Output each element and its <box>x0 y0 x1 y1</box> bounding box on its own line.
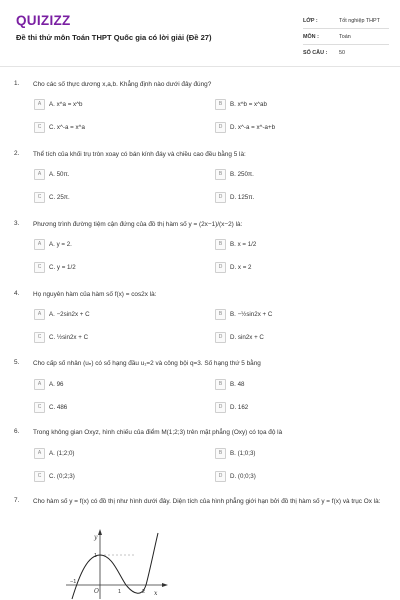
option-a[interactable] <box>34 378 63 390</box>
option-text: C. x^-a = x^a <box>49 123 85 131</box>
option-letter-box: A <box>34 309 45 320</box>
option-text: D. 162 <box>230 403 249 411</box>
option-text: C. 486 <box>49 403 68 411</box>
meta-value: Tốt nghiệp THPT <box>339 17 380 24</box>
option-b[interactable] <box>215 168 254 180</box>
option-b[interactable] <box>215 378 244 390</box>
y-axis-arrow <box>98 529 102 535</box>
document-title: Đề thi thử môn Toán THPT Quốc gia có lời giải (Đề 27) <box>16 33 212 42</box>
option-text: C. (0;2;3) <box>49 472 75 480</box>
option-letter-box: A <box>34 239 45 250</box>
option-letter-box: C <box>34 402 45 413</box>
option-c[interactable] <box>34 261 76 273</box>
meta-key: LỚP : <box>303 17 318 24</box>
option-c[interactable] <box>34 331 88 343</box>
x-axis-label: x <box>154 590 158 597</box>
question-number: 4. <box>14 290 20 297</box>
question-text: Họ nguyên hàm của hàm số f(x) = cos2x là: <box>33 291 157 298</box>
question-number: 2. <box>14 150 20 157</box>
option-text: B. 250π. <box>230 170 254 178</box>
meta-row-subject <box>303 29 389 45</box>
tick-label: 1 <box>118 589 122 595</box>
function-graph <box>60 525 170 600</box>
option-a[interactable] <box>34 98 83 110</box>
option-c[interactable] <box>34 191 70 203</box>
quizizz-logo: QUIZIZZ <box>16 13 71 28</box>
option-text: A. y = 2. <box>49 240 72 248</box>
option-letter-box: B <box>215 99 226 110</box>
question-text: Phương trình đường tiệm cận đứng của đồ thị hàm số y = (2x−1)/(x−2) là: <box>33 221 243 228</box>
option-a[interactable] <box>34 168 69 180</box>
option-letter-box: C <box>34 192 45 203</box>
option-letter-box: B <box>215 169 226 180</box>
tick-label: 2 <box>142 589 146 595</box>
function-curve <box>72 533 158 599</box>
option-letter-box: D <box>215 471 226 482</box>
meta-row-count <box>303 45 389 60</box>
option-letter-box: B <box>215 448 226 459</box>
option-letter-box: A <box>34 379 45 390</box>
question-number: 5. <box>14 359 20 366</box>
option-text: A. x^a = x^b <box>49 100 83 108</box>
option-d[interactable] <box>215 470 256 482</box>
option-text: C. ½sin2x + C <box>49 333 89 341</box>
option-text: B. (1;0;3) <box>230 449 256 457</box>
tick-label: −1 <box>70 579 77 585</box>
option-letter-box: B <box>215 239 226 250</box>
option-letter-box: A <box>34 99 45 110</box>
tick-label: 1 <box>94 553 98 559</box>
option-d[interactable] <box>215 401 248 413</box>
x-axis-arrow <box>162 583 168 587</box>
option-text: B. x^b = x^ab <box>230 100 267 108</box>
question-number: 7. <box>14 497 20 504</box>
option-letter-box: C <box>34 332 45 343</box>
option-b[interactable] <box>215 447 255 459</box>
option-text: B. x = 1/2 <box>230 240 257 248</box>
option-text: D. x = 2 <box>230 263 252 271</box>
option-text: A. −2sin2x + C <box>49 310 90 318</box>
option-text: C. y = 1/2 <box>49 263 76 271</box>
option-letter-box: D <box>215 402 226 413</box>
option-letter-box: C <box>34 122 45 133</box>
meta-row-class <box>303 13 389 29</box>
option-letter-box: D <box>215 262 226 273</box>
question-number: 6. <box>14 428 20 435</box>
question-text: Cho các số thực dương x,a,b. Khẳng định nào dưới đây đúng? <box>33 81 212 88</box>
option-c[interactable] <box>34 401 67 413</box>
option-c[interactable] <box>34 470 75 482</box>
option-text: A. (1;2;0) <box>49 449 75 457</box>
question-text: Cho cấp số nhân (uₙ) có số hạng đầu u₁=2 và công bội q=3. Số hạng thứ 5 bằng <box>33 360 261 367</box>
meta-value: Toán <box>339 33 351 40</box>
option-letter-box: C <box>34 262 45 273</box>
option-text: D. 125π. <box>230 193 255 201</box>
option-d[interactable] <box>215 331 264 343</box>
option-letter-box: D <box>215 122 226 133</box>
option-letter-box: D <box>215 192 226 203</box>
option-text: D. x^-a = x^-a+b <box>230 123 276 131</box>
option-letter-box: A <box>34 448 45 459</box>
option-d[interactable] <box>215 191 254 203</box>
option-a[interactable] <box>34 238 72 250</box>
option-text: D. (0;0;3) <box>230 472 256 480</box>
option-letter-box: D <box>215 332 226 343</box>
origin-label: O <box>94 588 99 595</box>
meta-table <box>303 13 389 60</box>
question-text: Cho hàm số y = f(x) có đồ thị như hình dưới đây. Diện tích của hình phẳng giới hạn bởi đồ thị hàm số y = f(x) và trục Ox là: <box>33 498 381 505</box>
option-b[interactable] <box>215 98 267 110</box>
option-text: A. 96 <box>49 380 64 388</box>
option-text: D. sin2x + C <box>230 333 264 341</box>
option-a[interactable] <box>34 447 74 459</box>
option-text: B. −½sin2x + C <box>230 310 273 318</box>
option-d[interactable] <box>215 121 275 133</box>
option-letter-box: C <box>34 471 45 482</box>
question-number: 3. <box>14 220 20 227</box>
option-b[interactable] <box>215 308 272 320</box>
question-number: 1. <box>14 80 20 87</box>
header-divider <box>0 66 400 67</box>
y-axis-label: y <box>94 534 98 541</box>
option-d[interactable] <box>215 261 252 273</box>
meta-key: MÔN : <box>303 33 319 40</box>
option-b[interactable] <box>215 238 256 250</box>
option-a[interactable] <box>34 308 90 320</box>
question-text: Trong không gian Oxyz, hình chiếu của điểm M(1;2;3) trên mặt phẳng (Oxy) có tọa độ là <box>33 429 283 436</box>
meta-value: 50 <box>339 49 345 56</box>
option-text: A. 50π. <box>49 170 70 178</box>
question-text: Thể tích của khối trụ tròn xoay có bán kính đáy và chiều cao đều bằng 5 là: <box>33 151 246 158</box>
option-c[interactable] <box>34 121 85 133</box>
header <box>0 0 400 62</box>
option-letter-box: B <box>215 379 226 390</box>
option-text: C. 25π. <box>49 193 70 201</box>
meta-key: SỐ CÂU : <box>303 49 328 56</box>
option-letter-box: A <box>34 169 45 180</box>
option-letter-box: B <box>215 309 226 320</box>
option-text: B. 48 <box>230 380 245 388</box>
